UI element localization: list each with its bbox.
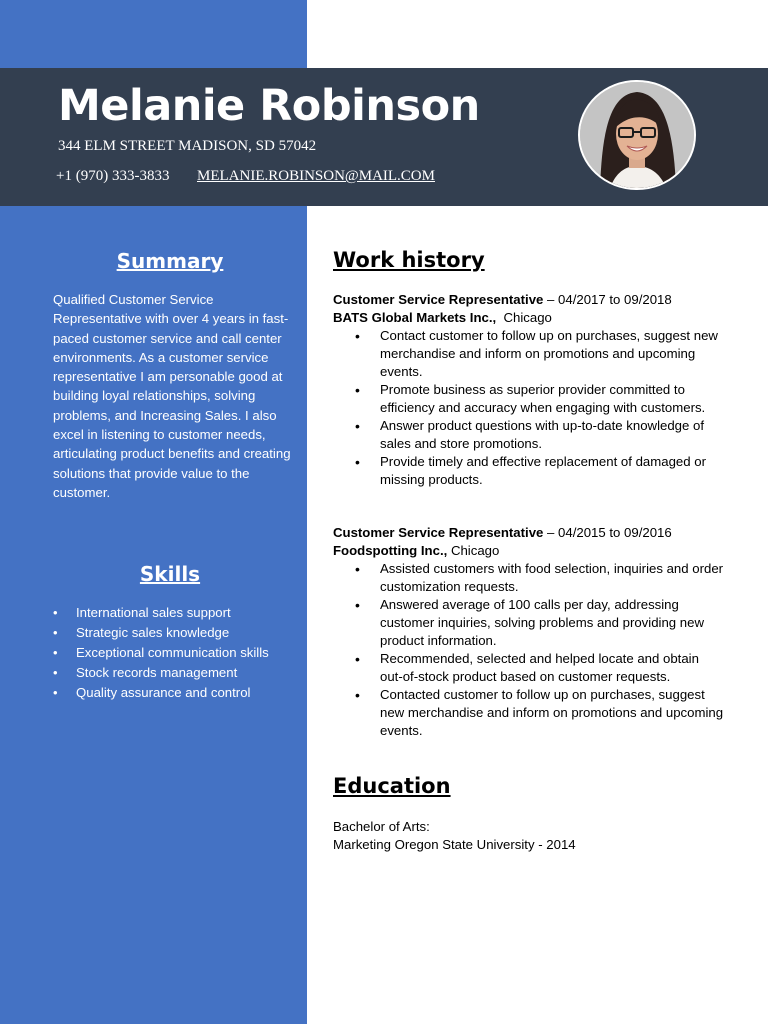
job-dates: – 04/2015 to 09/2016 bbox=[543, 525, 672, 540]
job-bullet: • Promote business as superior provider committed to efficiency and accuracy when engaging with customers. bbox=[333, 381, 725, 417]
job-entry bbox=[333, 524, 733, 740]
candidate-name: Melanie Robinson bbox=[58, 81, 480, 131]
job-title-line bbox=[333, 524, 733, 542]
job-bullet: • Contact customer to follow up on purchases, suggest new merchandise and inform on promotions and upcoming events. bbox=[333, 327, 725, 381]
job-bullets bbox=[333, 560, 733, 740]
education-school: Marketing Oregon State University - 2014 bbox=[333, 837, 576, 852]
email-link[interactable]: MELANIE.ROBINSON@MAIL.COM bbox=[197, 168, 435, 184]
address: 344 ELM STREET MADISON, SD 57042 bbox=[58, 138, 317, 154]
job-company: BATS Global Markets Inc., bbox=[333, 310, 497, 325]
portrait-illustration bbox=[580, 82, 694, 188]
summary-text: Qualified Customer Service Representative with over 4 years in fast-paced customer service and call center environments. As a customer service representative I am personable good at building loyal relationships, solving problems, and Increasing Sales. I also excel in listening to customer needs, articulating product benefits and creating solutions that provide value to the customer. bbox=[53, 292, 291, 500]
education-entry bbox=[333, 818, 576, 854]
job-title: Customer Service Representative bbox=[333, 292, 544, 307]
job-bullet: • Provide timely and effective replacement of damaged or missing products. bbox=[333, 453, 725, 489]
job-bullet: • Answer product questions with up-to-date knowledge of sales and store promotions. bbox=[333, 417, 725, 453]
skill-item: • Quality assurance and control bbox=[53, 683, 269, 703]
job-bullet: • Contacted customer to follow up on purchases, suggest new merchandise and inform on promotions and upcoming events. bbox=[333, 686, 725, 740]
skills-list bbox=[53, 603, 269, 703]
job-bullet: • Answered average of 100 calls per day, addressing customer inquiries, solving problems and providing new product information. bbox=[333, 596, 725, 650]
skill-item: • Exceptional communication skills bbox=[53, 643, 269, 663]
job-title: Customer Service Representative bbox=[333, 525, 544, 540]
job-entry bbox=[333, 291, 733, 489]
skills-heading: Skills bbox=[139, 562, 201, 586]
skill-item: • International sales support bbox=[53, 603, 269, 623]
job-title-line bbox=[333, 291, 733, 309]
phone-number: +1 (970) 333-3833 bbox=[56, 168, 170, 184]
job-dates: – 04/2017 to 09/2018 bbox=[543, 292, 672, 307]
profile-photo bbox=[578, 80, 696, 190]
job-bullet: • Recommended, selected and helped locate and obtain out-of-stock product based on customer requests. bbox=[333, 650, 725, 686]
job-location: Chicago bbox=[447, 543, 500, 558]
job-company-line bbox=[333, 542, 733, 560]
education-degree: Bachelor of Arts: bbox=[333, 819, 430, 834]
education-heading: Education bbox=[333, 774, 451, 798]
skill-item: • Strategic sales knowledge bbox=[53, 623, 269, 643]
job-bullet: • Assisted customers with food selection, inquiries and order customization requests. bbox=[333, 560, 725, 596]
work-history-heading: Work history bbox=[333, 248, 485, 272]
job-company-line bbox=[333, 309, 733, 327]
job-location: Chicago bbox=[496, 310, 552, 325]
job-bullets bbox=[333, 327, 733, 489]
summary-heading: Summary bbox=[116, 249, 224, 273]
job-company: Foodspotting Inc., bbox=[333, 543, 448, 558]
skill-item: • Stock records management bbox=[53, 663, 269, 683]
